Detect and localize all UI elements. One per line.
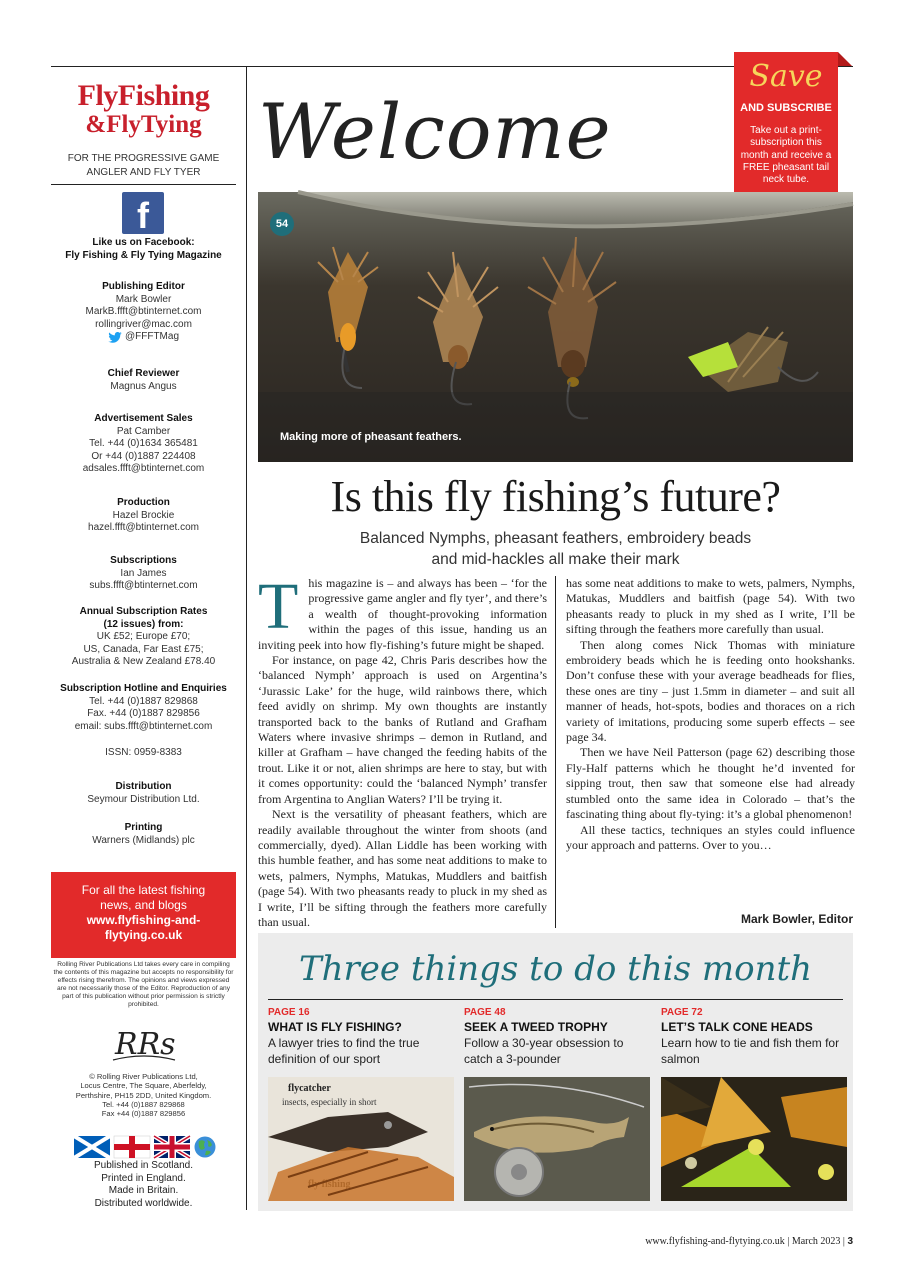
item-thumbnail (661, 1077, 847, 1201)
published-line: Made in Britain. (108, 1185, 179, 1197)
three-things-panel (258, 933, 853, 1211)
copyright-line: Locus Centre, The Square, Aberfeldy, (80, 1081, 207, 1091)
magazine-tagline: FOR THE PROGRESSIVE GAME ANGLER AND FLY TYER (67, 153, 220, 178)
distribution-name: Seymour Distribution Ltd. (87, 793, 200, 805)
save-word: Save (749, 59, 823, 94)
printing-heading: Printing (124, 822, 163, 833)
printing-name: Warners (Midlands) plc (92, 834, 195, 846)
promo-url[interactable]: flytying.co.uk (104, 928, 183, 942)
item-desc: Follow a 30-year obsession to catch a 3-pounder (464, 1036, 624, 1066)
article-paragraph (258, 570, 547, 653)
advertisement-tel-alt: Or +44 (0)1887 224408 (91, 450, 196, 462)
subhead-line: and mid-hackles all make their mark (431, 551, 680, 568)
three-item-2[interactable] (464, 1007, 652, 1201)
footer-sep: | (842, 1236, 845, 1247)
rr-logo-text: RRs (115, 1027, 176, 1062)
thumb-word: insects, especially in short (282, 1097, 377, 1107)
published-line: Published in Scotland. (94, 1160, 193, 1171)
three-things-title: Three things to do this month (298, 949, 813, 989)
publishing-editor-name: Mark Bowler (115, 293, 172, 305)
article-paragraph: has some neat additions to make to wets, palmers, Nymphs, Matukas, Muddlers and baitfish (page 54). With two pheasants ready to pluck in my shed as I write, I’ll be sifting through the feathers more carefully than usual. (566, 576, 855, 637)
hotline-email[interactable]: email: subs.ffft@btinternet.com (74, 720, 213, 732)
magazine-logo[interactable]: FlyFishing (77, 79, 210, 112)
article-column-1 (258, 570, 547, 929)
rates-line: US, Canada, Far East £75; (83, 643, 204, 655)
advertisement-block (51, 413, 236, 476)
production-email[interactable]: hazel.ffft@btinternet.com (88, 522, 199, 533)
article-subhead (258, 528, 853, 570)
publishing-editor-heading: Publishing Editor (102, 281, 185, 292)
article-headline: Is this fly fishing’s future? (330, 472, 781, 521)
three-item-1[interactable] (268, 1007, 456, 1201)
england-flag-icon (114, 1136, 150, 1158)
copyright-line: Fax +44 (0)1887 829856 (101, 1109, 186, 1119)
facebook-icon[interactable]: f (122, 192, 164, 234)
chief-reviewer-name: Magnus Angus (110, 380, 177, 392)
column-divider (555, 576, 556, 928)
disclaimer: Rolling River Publications Ltd takes every care in compiling the contents of this magazine but accepts no responsibility for effects rising therefrom. The opinions and views expressed are not necessarily those of the Editor. Reproduction of any part of this publication without prior permission is strictly prohibited. (53, 961, 234, 1008)
rates-line: UK £52; Europe £70; (96, 631, 191, 642)
advertisement-tel: Tel. +44 (0)1634 365481 (89, 438, 198, 449)
website-promo[interactable] (51, 872, 236, 958)
copyright-block (51, 1072, 236, 1118)
chief-reviewer-block (51, 368, 236, 393)
printing-block (51, 822, 236, 847)
subscriptions-email[interactable]: subs.ffft@btinternet.com (89, 580, 198, 591)
drop-cap: T (258, 570, 299, 643)
footer-sep: | (787, 1236, 790, 1247)
hotline-block (51, 683, 236, 733)
copyright-line: Tel. +44 (0)1887 829868 (102, 1099, 185, 1109)
chief-reviewer-heading: Chief Reviewer (107, 368, 180, 379)
article-column-2 (566, 576, 855, 853)
published-line: Distributed worldwide. (94, 1197, 193, 1209)
pheasant-flies-photo (258, 192, 853, 462)
hotline-heading: Subscription Hotline and Enquiries (60, 683, 227, 694)
production-name: Hazel Brockie (112, 509, 175, 521)
publishing-editor-block (51, 281, 236, 344)
article-paragraph: Then along comes Nick Thomas with miniature embroidery beads which he is feeding onto hookshanks. Don’t confuse these with your average beadheads for flies, these ones are tiny – just 1.5mm in diameter – and suit all manner of heads, hot-spots, bodies and thoraces on a rich variety of imitations, producing some superb effects – see page 34. (566, 637, 855, 745)
facebook-line2: Fly Fishing & Fly Tying Magazine (65, 249, 222, 261)
rates-subheading: (12 issues) from: (103, 618, 184, 630)
welcome-heading: Welcome (258, 87, 612, 176)
item-title: WHAT IS FLY FISHING? (268, 1020, 402, 1034)
production-heading: Production (117, 497, 170, 508)
union-jack-icon (154, 1136, 190, 1158)
publishing-editor-email[interactable]: MarkB.ffft@btinternet.com (85, 306, 202, 317)
flags-row (62, 1136, 227, 1160)
footer-date: March 2023 (791, 1236, 841, 1247)
page-number: 3 (847, 1236, 853, 1247)
masthead-sidebar (51, 67, 247, 1210)
save-subheading: AND SUBSCRIBE (740, 102, 832, 114)
promo-url[interactable]: www.flyfishing-and- (86, 913, 201, 927)
hero-image (258, 192, 853, 462)
item-thumbnail (268, 1077, 454, 1201)
dictionary-fly-photo (268, 1077, 454, 1201)
article-paragraph: For instance, on page 42, Chris Paris describes how the ‘balanced Nymph’ approach is used on Argentina’s ‘Jurassic Lake’ for the huge, wild rainbows there, which feed avidly on shrimp. My own thoughts are instantly transported back to the banks of Rutland and Grafham Waters where invasive shrimps – demon in Rutland, and killer at Grafham – have changed the feeding habits of the trout. Like it or not, alien shrimps are here to stay, but with it comes opportunity: could the ‘balanced Nymph’ transfer from Argentina to Anglian Waters? I’ll be trying it. (258, 653, 547, 806)
item-desc: A lawyer tries to find the true definition of our sport (268, 1036, 420, 1066)
item-page[interactable]: PAGE 48 (464, 1007, 506, 1018)
subhead-line: Balanced Nymphs, pheasant feathers, embroidery beads (359, 530, 752, 547)
article-paragraph: All these tactics, techniques an styles could influence your approach and patterns. Over to you… (566, 822, 855, 852)
footer-url[interactable]: www.flyfishing-and-flytying.co.uk (645, 1236, 785, 1247)
sidebar-divider (51, 184, 236, 185)
issn: ISSN: 0959-8383 (105, 747, 182, 758)
twitter-handle[interactable] (51, 331, 236, 344)
hotline-tel: Tel. +44 (0)1887 829868 (89, 695, 198, 707)
item-desc: Learn how to tie and fish them for salmon (661, 1036, 840, 1066)
facebook-line1: Like us on Facebook: (92, 237, 195, 248)
published-block (51, 1160, 236, 1210)
promo-line: For all the latest fishing (81, 883, 206, 897)
item-title: SEEK A TWEED TROPHY (464, 1020, 608, 1034)
save-body: Take out a print-subscription this month and receive a FREE pheasant tail neck tube. (740, 125, 832, 186)
subscriptions-heading: Subscriptions (110, 555, 177, 566)
distribution-block (51, 781, 236, 806)
twitter-handle-text: @FFFTMag (124, 331, 180, 342)
copyright-line: © Rolling River Publications Ltd, (89, 1072, 198, 1081)
globe-icon (194, 1136, 216, 1158)
production-block (51, 497, 236, 535)
page-footer (600, 1236, 853, 1247)
hotline-fax: Fax. +44 (0)1887 829856 (87, 708, 200, 719)
rates-block (51, 606, 236, 669)
thumb-word: flycatcher (288, 1083, 331, 1094)
article-paragraph: Then we have Neil Patterson (page 62) describing those Fly-Half patterns which he thought he’d invented for sipping trout, then saw that someone else had already stumbled onto the same idea in Colorado – that’s the fascinating thing about fly-tying: it’s a global phenomenon! (566, 745, 855, 822)
rolling-river-logo (111, 1022, 177, 1066)
subscriptions-block (51, 555, 236, 593)
rates-heading: Annual Subscription Rates (79, 606, 208, 617)
advertisement-heading: Advertisement Sales (94, 413, 193, 424)
rates-line: Australia & New Zealand £78.40 (71, 656, 216, 667)
advertisement-name: Pat Camber (116, 425, 171, 437)
item-page[interactable]: PAGE 16 (268, 1007, 310, 1018)
item-title: LET’S TALK CONE HEADS (661, 1020, 813, 1034)
subscriptions-name: Ian James (120, 567, 167, 579)
cone-head-flies-photo (661, 1077, 847, 1201)
published-line: Printed in England. (101, 1172, 186, 1184)
twitter-icon (108, 332, 122, 342)
three-things-divider (268, 999, 843, 1000)
page-badge[interactable]: 54 (270, 212, 294, 236)
editor-signature: Mark Bowler, Editor (740, 912, 853, 926)
article-paragraph: Next is the versatility of pheasant feathers, which are readily available throughout the winter from shoots (and commercially, dyed). Allan Liddle has been working with this humble feather, and has some neat additions to make to wets, palmers, Nymphs, Matukas, Muddlers and baitfish (page 54). With two pheasants ready to pluck in my shed as I write, I’ll be sifting through the feathers more carefully than usual. (258, 807, 547, 929)
facebook-block[interactable] (51, 237, 236, 262)
publishing-editor-email-alt[interactable]: rollingriver@mac.com (95, 318, 192, 330)
trout-reel-photo (464, 1077, 650, 1201)
hero-caption: Making more of pheasant feathers. (280, 431, 462, 443)
item-thumbnail (464, 1077, 650, 1201)
magazine-logo-sub: &FlyTying (85, 111, 202, 138)
save-box-corner (838, 52, 852, 66)
advertisement-email[interactable]: adsales.ffft@btinternet.com (82, 463, 205, 474)
three-item-3[interactable] (661, 1007, 849, 1201)
distribution-heading: Distribution (115, 781, 172, 792)
item-page[interactable]: PAGE 72 (661, 1007, 703, 1018)
paragraph-text: his magazine is – and always has been – ‘for the progressive game angler and fly tyer’, and there’s a wealth of thought-provoking information within the pages of this issue, handing us an inviting peek into how fly-fishing’s future might be shaped. (258, 576, 547, 652)
promo-line: news, and blogs (100, 898, 187, 912)
copyright-line: Perthshire, PH15 2DD, United Kingdom. (75, 1090, 212, 1100)
scotland-flag-icon (74, 1136, 110, 1158)
